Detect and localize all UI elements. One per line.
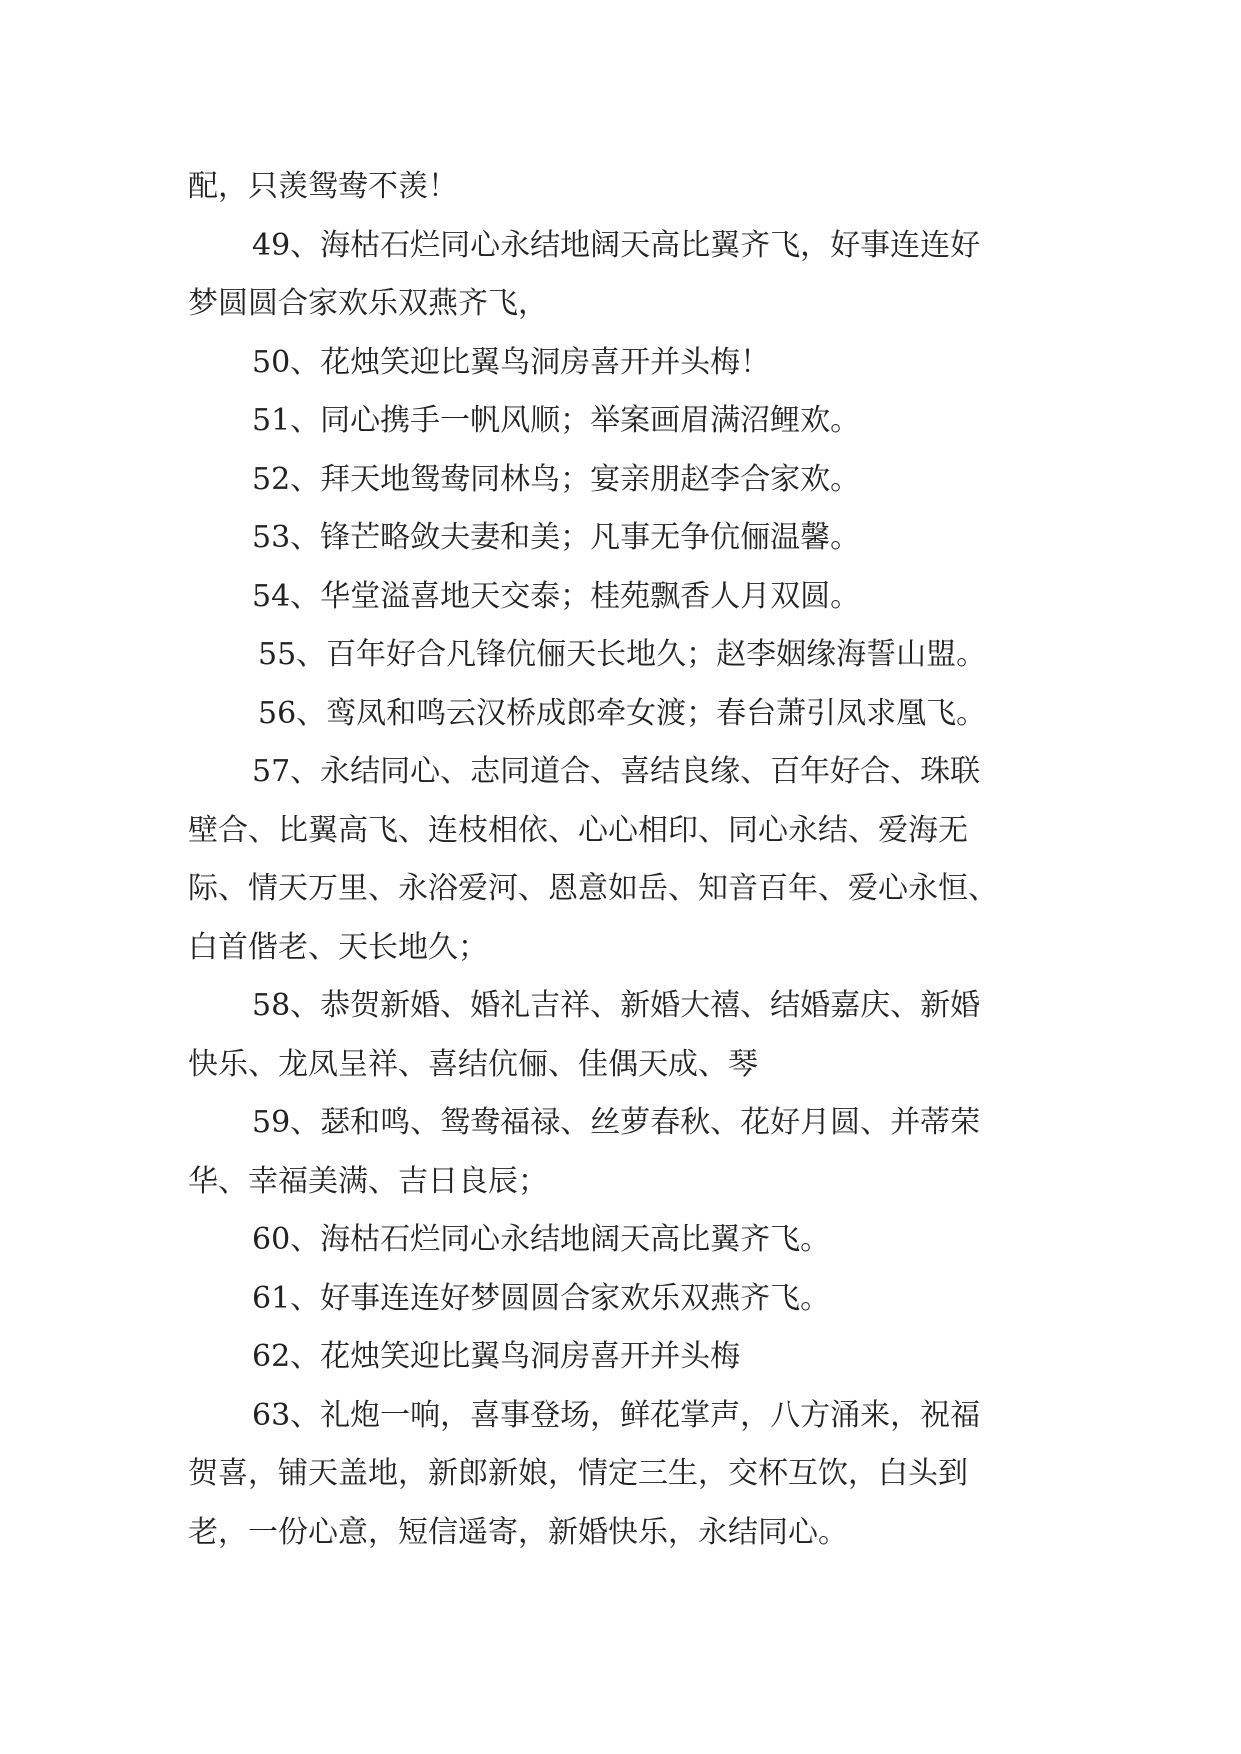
text-line: 华、幸福美满、吉日良辰；: [188, 1163, 548, 1199]
text-line: 62、花烛笑迎比翼鸟洞房喜开并头梅: [252, 1339, 741, 1374]
text-line: 59、瑟和鸣、鸳鸯福禄、丝萝春秋、花好月圆、并蒂荣: [252, 1105, 981, 1140]
text-line: 51、同心携手一帆风顺；举案画眉满沼鲤欢。: [252, 403, 861, 438]
text-line: 快乐、龙凤呈祥、喜结伉俪、佳偶天成、琴: [188, 1046, 758, 1082]
text-line: 58、恭贺新婚、婚礼吉祥、新婚大禧、结婚嘉庆、新婚: [252, 988, 981, 1023]
text-line: 60、海枯石烂同心永结地阔天高比翼齐飞。: [252, 1222, 831, 1257]
text-line: 50、花烛笑迎比翼鸟洞房喜开并头梅！: [252, 344, 771, 380]
text-line: 52、拜天地鸳鸯同林鸟；宴亲朋赵李合家欢。: [252, 461, 861, 497]
document-body: [188, 158, 1068, 1562]
text-line: 56、鸾凤和鸣云汉桥成郎牵女渡；春台萧引凤求凰飞。: [258, 695, 987, 731]
text-line: 老，一份心意，短信遥寄，新婚快乐，永结同心。: [188, 1514, 848, 1550]
text-line: 贺喜，铺天盖地，新郎新娘，情定三生，交杯互饮，白头到: [188, 1456, 968, 1491]
text-line: 61、好事连连好梦圆圆合家欢乐双燕齐飞。: [252, 1280, 831, 1316]
text-line: 53、锋芒略敛夫妻和美；凡事无争伉俪温馨。: [252, 520, 861, 555]
text-line: 63、礼炮一响，喜事登场，鲜花掌声，八方涌来，祝福: [252, 1397, 981, 1433]
text-line: 白首偕老、天长地久；: [188, 929, 488, 965]
text-line: 壁合、比翼高飞、连枝相依、心心相印、同心永结、爱海无: [188, 812, 968, 848]
text-line: 49、海枯石烂同心永结地阔天高比翼齐飞，好事连连好: [252, 227, 981, 263]
text-line: 57、永结同心、志同道合、喜结良缘、百年好合、珠联: [252, 754, 981, 789]
text-line: 配，只羡鸳鸯不羡！: [188, 169, 458, 204]
text-line: 54、华堂溢喜地天交泰；桂苑飘香人月双圆。: [252, 578, 861, 614]
text-line: 际、情天万里、永浴爱河、恩意如岳、知音百年、爱心永恒、: [188, 871, 998, 906]
text-line: 梦圆圆合家欢乐双燕齐飞，: [188, 286, 548, 321]
text-line: 55、百年好合凡锋伉俪天长地久；赵李姻缘海誓山盟。: [258, 637, 987, 672]
